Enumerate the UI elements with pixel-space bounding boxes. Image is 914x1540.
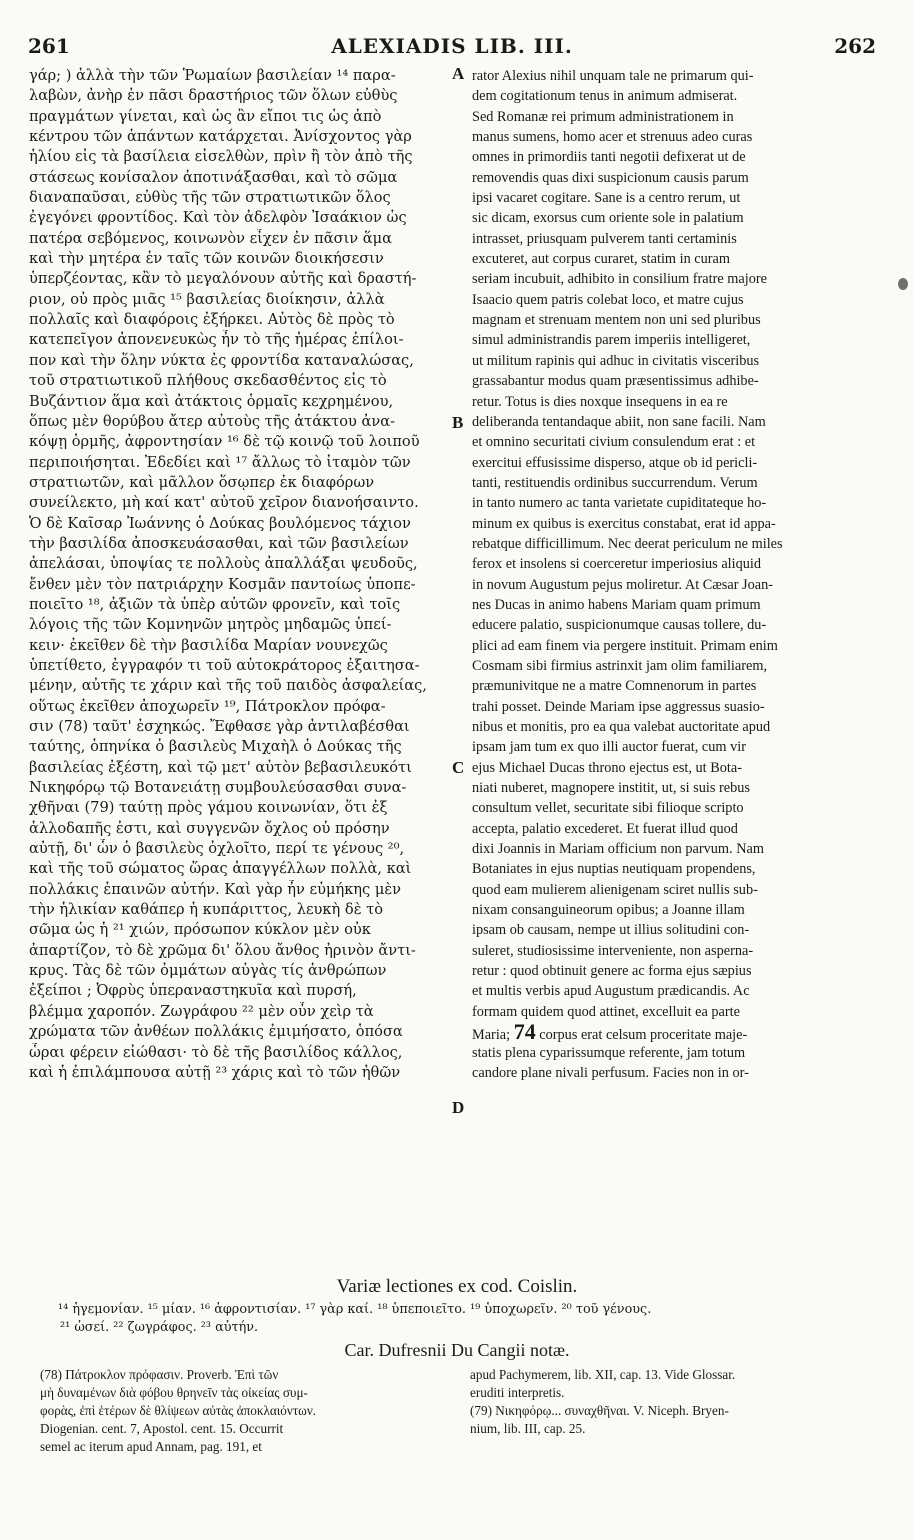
greek-text-line: καὶ τῆς τοῦ σώματος ὥρας ἀπαγγέλλων πολλὰ, καὶ [29,860,412,878]
latin-text-line: excuteret, aut corpus curaret, statim in curam [472,251,731,268]
page-number-right: 262 [834,34,876,58]
greek-text-line: καὶ ἡ ἐπιλάμπουσα αὐτῇ ²³ χάρις καὶ τὸ τῶν ἠθῶν [29,1063,401,1081]
latin-text-line: rator Alexius nihil unquam tale ne primarum qui- [472,68,754,84]
latin-text-line: nibus et monitis, pro ea qua valebat auctoritate apud [472,719,771,735]
latin-text-line: Isaacio quem patris colebat loco, et matre cujus [472,291,744,308]
greek-text-line: τοῦ στρατιωτικοῦ πλήθους σκεδασθέντος εἰς τὸ [29,372,387,390]
greek-text-line: ὑπερζέοντας, κἂν τὸ μεγαλόνουν αὐτῆς καὶ δραστή- [29,270,417,288]
latin-text-line: manus sumens, homo acer et strenuus adeo curas [472,129,753,146]
greek-text-line: ὅπως μὲν θορύβου ἄτερ αὐτοὺς τῆς ἀτάκτου ἀνα- [29,412,396,430]
greek-text-line: βλέμμα χαροπόν. Ζωγράφου ²² μὲν οὖν χεὶρ τὰ [29,1002,374,1020]
latin-text-line: intrasset, priusquam pulverem tanti certaminis [472,230,737,247]
greek-text-line: κειν· ἐκεῖθεν δὲ τὴν βασιλίδα Μαρίαν νουνεχῶς [29,636,388,654]
latin-text-column [472,66,877,1083]
latin-text-line: accepta, palatio excederet. Et fuerat illud quod [472,820,738,837]
notes-right-column [470,1366,875,1438]
greek-text-line: Νικηφόρῳ τῷ Βοτανειάτῃ συμβουλεύσασθαι συνα- [29,779,407,797]
latin-text-line: dem cogitationum tenus in animum admiserat. [472,88,738,105]
greek-text-line: σῶμα ὡς ἡ ²¹ χιών, πρόσωπον κύκλον μὲν οὐκ [29,921,371,939]
greek-text-line: οὕτως ἐκεῖθεν ἀποχωρεῖν ¹⁹, Πάτροκλον πρόφα- [29,697,386,715]
latin-text-line: ejus Michael Ducas throno ejectus est, ut Bota- [472,759,742,776]
latin-text-line: Botaniates in ejus nuptias neutiquam propendens, [472,861,756,878]
greek-text-line: ποιεῖτο ¹⁸, ἀξιῶν τὰ ὑπὲρ αὐτῶν φρονεῖν, καὶ τοῖς [29,595,401,613]
note-line: (78) Πάτροκλον πρόφασιν. Proverb. Ἐπὶ τῶν [40,1367,279,1382]
greek-text-line: πατέρα σεβόμενος, κοινωνὸν εἶχεν ἐν πᾶσιν ἅμα [29,229,392,247]
latin-text-line: exercitui effusissime disperso, atque ob id pericli- [472,454,758,471]
note-line: semel ac iterum apud Annam, pag. 191, et [40,1439,262,1454]
latin-text-line: præmunivitque ne a matre Comnenorum in partes [472,678,757,695]
greek-text-line: ὑπετίθετο, ἐγγραφόν τι τοῦ αὐτοκράτορος ἐξαιτησα- [29,656,420,674]
greek-text-line: ἀπελάσαι, ὑποψίας τε πολλοὺς ἀπαλλάξαι ψευδοῦς, [29,555,418,573]
latin-text-line: in novum Augustum pejus moliretur. At Cæsar Joan- [472,576,774,593]
greek-text-line: πολλάκις ἐπαινῶν αὐτήν. Καὶ γὰρ ἦν εὐμήκης μὲν [29,880,402,898]
variae-line-1: ¹⁴ ἡγεμονίαν. ¹⁵ μίαν. ¹⁶ ἀφροντισίαν. ¹⁷ γὰρ καί. ¹⁸ ὑπεποιεῖτο. ¹⁹ ὑποχωρεῖν. ²⁰ τοῦ γένους. [58,1302,652,1317]
greek-text-line: λόγοις τῆς τῶν Κομνηνῶν μητρὸς μηδαμῶς ὑπεί- [29,616,392,634]
greek-text-line: διαναπαῦσαι, εὐθὺς τῆς τῶν στρατιωτικῶν ὅλος [29,189,391,207]
latin-text-line: Sed Romanæ rei primum administrationem in [472,108,734,125]
note-line: nium, lib. III, cap. 25. [470,1421,586,1436]
latin-text-line: suleret, studiosissime interveniente, non asperna- [472,942,754,959]
greek-text-line: καὶ τὴν μητέρα ἐν ταῖς τῶν κοινῶν διοικήσεσιν [29,250,384,268]
greek-text-line: πολλαῖς καὶ διαφόροις ἐξήρκει. Αὐτὸς δὲ πρὸς τὸ [29,311,395,329]
latin-text-line: trahi posset. Deinde Mariam ipse aggressus suasio- [472,698,765,715]
latin-text-line: deliberanda tentandaque abiit, non sane facili. Nam [472,413,766,430]
margin-marker-c: C [452,758,465,777]
greek-text-line: πον καὶ τὴν ὅλην νύκτα ἐς φροντίδα καταναλώσας, [29,351,414,369]
note-line: μὴ δυναμένων διὰ φόβου θρηνεῖν τὰς οἰκείας συμ- [40,1385,308,1400]
latin-text-line: in tanto numero ac tanta varietate cupiditateque ho- [472,495,767,512]
greek-text-line: ταύτης, ὁπηνίκα ὁ βασιλεὺς Μιχαὴλ ὁ Δούκας τῆς [29,738,402,756]
greek-text-line: ἀπαρτίζον, τὸ δὲ χρῶμα δι' ὅλου ἄνθος ἠρινὸν ἄντι- [29,941,416,959]
latin-text-line: ipsam jam tum ex quo illi auctor fuerat, cum vir [472,739,746,756]
greek-text-line: γάρ; ) ἀλλὰ τὴν τῶν Ῥωμαίων βασιλείαν ¹⁴ παρα- [29,67,396,84]
notes-title: Car. Dufresnii Du Cangii notæ. [344,1340,570,1360]
latin-text-line: seriam incubuit, adhibito in consilium fratre majore [472,271,767,288]
greek-text-line: σιν (78) ταῦτ' ἐσχηκώς. Ἔφθασε γὰρ ἀντιλαβέσθαι [29,718,410,735]
latin-text-line: Maria; 74 corpus erat celsum proceritate maje- [472,1022,877,1042]
greek-text-line: ἐγεγόνει φροντίδος. Καὶ τὸν ἀδελφὸν Ἰσαάκιον ὡς [29,209,407,227]
latin-text-line: retur. Totus is dies noxque insequens in ea re [472,393,728,410]
latin-text-line: removendis quas dixi suspicionum causis parum [472,169,749,186]
note-line: eruditi interpretis. [470,1385,565,1400]
latin-text-line: Cosmam sibi firmius astrinxit jam olim familiarem, [472,657,768,674]
note-line: apud Pachymerem, lib. XII, cap. 13. Vide Glossar. [470,1367,736,1382]
greek-text-line: ἔνθεν μὲν τὸν πατριάρχην Κοσμᾶν παντοίως ὑποπε- [29,575,416,593]
latin-text-line: ipsam ob causam, nempe ut illius solitudini con- [472,922,750,939]
latin-text-line: ut militum rapinis qui adhuc in civitatis visceribus [472,352,760,369]
greek-text-line: στρατιωτῶν, καὶ μᾶλλον ὅσῳπερ ἐκ διαφόρων [29,473,375,491]
latin-text-line: candore plane nivali perfusum. Facies non in or- [472,1064,749,1081]
latin-text-line: dixi Joannis in Mariam officium non parvum. Nam [472,841,764,858]
latin-text-line: et omnino securitati civium consulendum erat : et [472,434,756,451]
greek-text-line: τὴν βασιλίδα ἀποσκευάσασθαι, καὶ τῶν βασιλείων [29,534,409,552]
latin-text-line: magnam et strenuam mentem non uni sed pluribus [472,312,761,329]
latin-text-line: grassabantur modus quam præsentissimus adhibe- [472,373,759,390]
greek-text-line: ἐξείποι ; Ὀφρὺς ὑπεραναστηκυῖα καὶ πυρσή, [29,982,357,1000]
greek-text-line: στάσεως κονίσαλον ἀποτινάξασθαι, καὶ τὸ σῶμα [29,168,398,186]
margin-marker-b: B [452,413,464,432]
latin-text-line: rebatque difficillimum. Nec deerat periculum ne miles [472,535,783,552]
latin-text-line: minum ex quibus is exercitus constabat, erat id appa- [472,515,776,532]
variae-lectiones-title: Variæ lectiones ex cod. Coislin. [336,1276,578,1297]
latin-text-line: omnes in primordiis tanti negotii defixerat ut de [472,149,746,166]
latin-text-line: ferox et insolens si coerceretur imperiosius aliquid [472,556,762,573]
greek-text-line: συνείλεκτο, μὴ καί κατ' αὐτοῦ χεῖρον διανοήσαιντο. [29,494,419,512]
latin-text-line: ipsi vacaret cogitare. Sane is a centro rerum, ut [472,190,741,207]
latin-text-line: statis plena cyparissumque referente, jam totum [472,1044,746,1061]
margin-marker-d: D [452,1098,465,1117]
latin-text-line: retur : quod obtinuit genere ac forma ejus sæpius [472,963,752,980]
greek-text-line: κόψῃ ὁρμῆς, ἀφροντησίαν ¹⁶ δὲ τῷ κοινῷ τοῦ λοιποῦ [29,433,420,451]
greek-text-line: ὧραι φέρειν εἰώθασι· τὸ δὲ τῆς βασιλίδος κάλλος, [29,1043,403,1061]
greek-text-line: Βυζάντιον ἅμα καὶ ἀτάκτοις ὁρμαῖς κεχρημένου, [29,392,394,410]
latin-text-line: tanti, restituendis ordinibus succurrendum. Verum [472,474,758,491]
greek-text-line: Ὁ δὲ Καῖσαρ Ἰωάννης ὁ Δούκας βουλόμενος τάχιον [29,514,411,532]
greek-text-line: ἀλλοδαπῆς ἐστι, καὶ συγγενῶν ὄχλος οὐ πρόσην [29,819,390,837]
greek-text-line: λαβὼν, ἀνὴρ ἐν πᾶσι δραστήριος τῶν ὅλων εὐθὺς [29,87,398,105]
margin-marker-a: A [452,64,465,83]
running-title: ALEXIADIS LIB. III. [331,34,573,58]
latin-text-line: nes Ducas in animo habens Mariam quam primum [472,596,761,613]
greek-text-line: κατεπεῖγον ἀπονενευκὼς ἦν τὸ τῆς ἡμέρας ἐπίλοι- [29,331,404,349]
greek-text-line: ἡλίου εἰς τὰ βασίλεια εἰσελθὼν, πρὶν ἢ τὸν ἀπὸ τῆς [29,148,413,166]
latin-text-line: nixam consanguineorum opibus; a Joanne illam [472,902,745,919]
greek-text-line: ριον, οὐ πρὸς μιᾶς ¹⁵ βασιλείας διοίκησιν, ἀλλὰ [29,290,385,308]
latin-text-line: quod eam mulierem alienigenam sciret nullis sub- [472,881,758,898]
greek-text-line: περιποιήσηται. Ἐδεδίει καὶ ¹⁷ ἄλλως τὸ ἰταμὸν τῶν [29,453,411,471]
latin-text-line: niati nuberet, magnopere institit, ut, si suis rebus [472,780,750,797]
page-number-left: 261 [28,34,70,58]
greek-text-line: χρώματα τῶν ἀνθέων πολλάκις ἐμιμήσατο, ὁπόσα [29,1023,403,1041]
latin-text-line: plici ad eam finem via pergere instituit. Primam enim [472,637,778,654]
latin-text-line: educere palatio, suspicionumque causas tollere, du- [472,617,767,634]
greek-text-column [29,66,447,1083]
note-line: φορὰς, ἐπὶ ἑτέρων δὲ θλίψεων αὐτὰς ἀποκλαιόντων. [40,1403,317,1418]
greek-text-line: αὐτῇ, δι' ὧν ὁ βασιλεὺς ὀχλοῖτο, περί τε γένους ²⁰, [29,840,405,858]
greek-text-line: τὴν ἡλικίαν καθάπερ ἡ κυπάριττος, λευκὴ δὲ τὸ [29,901,384,919]
greek-text-line: κρυς. Τὰς δὲ τῶν ὀμμάτων αὐγὰς τίς ἀνθρώπων [29,962,387,980]
folio-marker: 74 [513,1022,536,1043]
variae-line-2: ²¹ ὡσεί. ²² ζωγράφος. ²³ αὐτήν. [60,1320,259,1335]
greek-text-line: πραγμάτων γίνεται, καὶ ὡς ἂν εἴποι τις ὡς ἀπὸ [29,107,382,125]
latin-text-line: formam quidem quod attinet, excelluit ea parte [472,1003,740,1020]
greek-text-line: χθῆναι (79) ταύτῃ πρὸς γάμου κοινωνίαν, ὅτι ἐξ [29,799,388,817]
ink-spot [898,278,908,290]
latin-text-line: consultum vellet, securitate sibi filioque scripto [472,800,744,817]
notes-left-column [40,1366,450,1456]
note-line: (79) Νικηφόρῳ... συναχθῆναι. V. Niceph. Bryen- [470,1403,729,1418]
latin-text-line: et multis verbis apud Augustum prædicandis. Ac [472,983,750,1000]
note-line: Diogenian. cent. 7, Apostol. cent. 15. Occurrit [40,1421,284,1436]
latin-text-line: simul administrandis parem imperiis intelligeret, [472,332,751,349]
latin-text-line: sic dicam, exorsus cum oriente sole in palatium [472,210,744,227]
running-header [28,34,876,60]
greek-text-line: μένην, αὐτῆς τε χάριν καὶ τῆς τοῦ παιδὸς ἀσφαλείας, [29,677,427,695]
greek-text-line: βασιλείας ἐξέστη, καὶ τῷ μετ' αὐτὸν βεβασιλευκότι [29,758,412,776]
greek-text-line: κέντρου τῶν ἁπάντων κατάρχεται. Ἀνίσχοντος γὰρ [29,128,412,146]
